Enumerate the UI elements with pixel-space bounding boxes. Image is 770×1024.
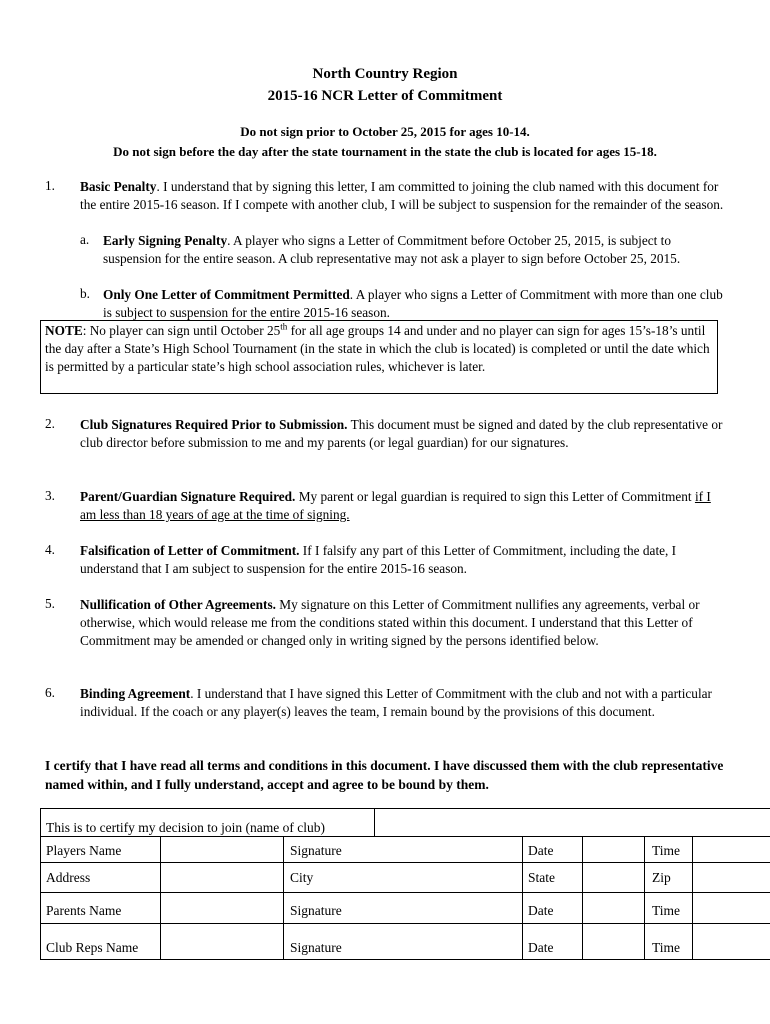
col-divider-6 [692, 836, 693, 960]
parents-name-label: Parents Name [46, 903, 122, 918]
section-1b-body: . A player who signs a Letter of Commitment with more than one club is subject to suspension for the entire 2015-16 season. [103, 287, 723, 320]
col-divider-2 [283, 836, 284, 960]
state-label: State [528, 870, 555, 885]
section-1-body: . I understand that by signing this letter, I am committed to joining the club named with this document for the entire 2015-16 season. If I compete with another club, I will be subject to suspension for the remainder of the season. [80, 179, 724, 212]
parents-date-label: Date [528, 903, 554, 918]
club-reps-time-label: Time [652, 940, 681, 955]
section-3-underlined: if I am less than 18 years of age at the time of signing. [80, 489, 711, 522]
section-1-heading: Basic Penalty [80, 179, 157, 194]
section-5-heading: Nullification of Other Agreements. [80, 597, 276, 612]
players-signature-label: Signature [290, 843, 342, 858]
note-label: NOTE [45, 323, 83, 338]
form-rule-2 [40, 862, 770, 863]
section-3-body: My parent or legal guardian is required to sign this Letter of Commitment [295, 489, 695, 504]
club-reps-name-label: Club Reps Name [46, 940, 139, 955]
section-3-heading: Parent/Guardian Signature Required. [80, 489, 296, 504]
col-divider-4 [582, 836, 583, 960]
section-6-number: 6. [45, 685, 55, 700]
col-divider-5 [644, 836, 645, 960]
section-1b-text [103, 286, 730, 322]
parents-time-label: Time [652, 903, 681, 918]
club-reps-date-label: Date [528, 940, 554, 955]
players-name-field[interactable] [161, 837, 282, 862]
section-1a-heading: Early Signing Penalty [103, 233, 228, 248]
section-4-heading: Falsification of Letter of Commitment. [80, 543, 300, 558]
section-6-text [80, 685, 730, 721]
section-1a-body: . A player who signs a Letter of Commitment before October 25, 2015, is subject to suspension for the entire season. A club representative may not ask a player to sign before October 25, 2015. [103, 233, 681, 266]
parents-name-field[interactable] [161, 893, 282, 923]
doc-title-line2: 2015-16 NCR Letter of Commitment [267, 88, 503, 104]
section-2-number: 2. [45, 416, 55, 431]
notice-ages-15-18: Do not sign before the day after the state tournament in the state the club is located for ages 15-18. [113, 144, 657, 159]
form-rule-1 [40, 836, 770, 837]
section-1b-number: b. [80, 286, 90, 301]
section-4-text [80, 542, 730, 578]
note-text-after: for all age groups 14 and under and no player can sign for ages 15’s-18’s until the day after a State’s High School Tournament (in the state in which the club is located) is completed or until the date which is permitted by a particular state’s high school association rules, whichever is later. [45, 323, 710, 374]
section-3-text [80, 488, 730, 524]
col-divider-3 [522, 836, 523, 960]
players-name-label: Players Name [46, 843, 122, 858]
certification-statement: I certify that I have read all terms and conditions in this document. I have discussed them with the club representative named within, and I fully understand, accept and agree to be bound by them. [45, 758, 724, 792]
form-border-top [40, 808, 770, 809]
players-time-label: Time [652, 843, 681, 858]
address-label: Address [46, 870, 91, 885]
section-1a-text [103, 232, 730, 268]
form-border-bottom [40, 959, 770, 960]
notice-ages-10-14: Do not sign prior to October 25, 2015 for ages 10-14. [240, 124, 530, 139]
section-1b-heading: Only One Letter of Commitment Permitted [103, 287, 350, 302]
club-field-divider [374, 808, 375, 837]
club-reps-signature-label: Signature [290, 940, 342, 955]
section-2-text [80, 416, 730, 452]
section-5-number: 5. [45, 596, 55, 611]
section-4-number: 4. [45, 542, 55, 557]
form-rule-4 [40, 923, 770, 924]
section-2-body: This document must be signed and dated by the club representative or club director before submission to me and my parents (or legal guardian) for our signatures. [80, 417, 723, 450]
section-3-number: 3. [45, 488, 55, 503]
doc-title-line1: North Country Region [312, 66, 458, 82]
note-text-before: : No player can sign until October 25 [82, 323, 281, 338]
players-date-label: Date [528, 843, 554, 858]
form-border-left [40, 808, 41, 960]
zip-label: Zip [652, 870, 671, 885]
note-box [40, 320, 718, 394]
section-1-number: 1. [45, 178, 55, 193]
city-label: City [290, 870, 314, 885]
section-4-body: If I falsify any part of this Letter of Commitment, including the date, I understand that I am subject to suspension for the entire 2015-16 season. [80, 543, 677, 576]
section-1-text [80, 178, 730, 214]
club-name-field[interactable] [376, 810, 770, 835]
section-5-body: My signature on this Letter of Commitment nullifies any agreements, verbal or otherwise, which would release me from the conditions stated within this document. I understand that this Letter of Commitment may be amended or changed only in writing signed by the persons identified below. [80, 597, 700, 648]
club-reps-name-field[interactable] [161, 924, 282, 959]
section-5-text [80, 596, 730, 650]
signature-form [40, 808, 770, 960]
club-name-label: This is to certify my decision to join (name of club) [46, 820, 325, 835]
form-rule-3 [40, 892, 770, 893]
section-6-body: . I understand that I have signed this Letter of Commitment with the club and not with a particular individual. If the coach or any player(s) leaves the team, I remain bound by the provisions of this document. [80, 686, 712, 719]
note-sup: th [280, 321, 288, 332]
parents-signature-label: Signature [290, 903, 342, 918]
section-1a-number: a. [80, 232, 90, 247]
section-2-heading: Club Signatures Required Prior to Submission. [80, 417, 348, 432]
section-6-heading: Binding Agreement [80, 686, 191, 701]
address-field[interactable] [161, 863, 282, 892]
